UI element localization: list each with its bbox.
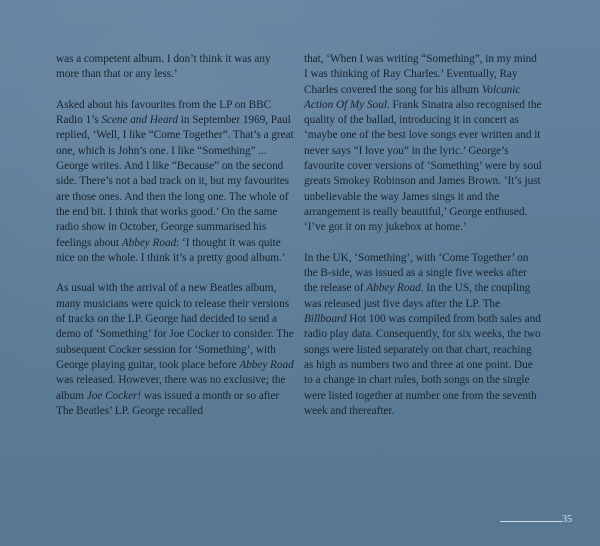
paragraph: As usual with the arrival of a new Beatles album, many musicians were quick to release their versions of tracks on the LP. George had decided to send a demo of ‘Something’ for Joe Cocker to consider. The subsequent Cocker session for ‘Something’, with George playing guitar, took place before Abbey Road was released. However, there was no exclusive; the album Joe Cocker! was issued a month or so after The Beatles’ LP. George recalled (56, 282, 294, 417)
italic-title: Abbey Road (239, 358, 294, 371)
footer-rule (500, 521, 562, 522)
italic-title: Joe Cocker! (86, 389, 142, 402)
paragraph: In the UK, ‘Something’, with ‘Come Together’ on the B-side, was issued as a single five weeks after the release of Abbey Road. In the US, the coupling was released just five days after the LP. The Billboard Hot 100 was compiled from both sales and radio play data. Consequently, for six weeks, the two songs were listed separately on that chart, reaching as high as numbers two and three at one point. Due to a change in chart rules, both songs on the single were listed together at number one from the seventh week and thereafter. (304, 251, 541, 417)
italic-title: Volcanic Action Of My Soul (304, 83, 521, 111)
italic-title: Abbey Road (121, 236, 177, 249)
italic-title: Scene and Heard (101, 114, 178, 127)
italic-title: Billboard (304, 313, 347, 326)
left-column (56, 52, 294, 434)
paragraph: was a competent album. I don’t think it was any more than that or any less.’ (56, 53, 271, 81)
page-number: 35 (562, 514, 572, 525)
paragraph: that, ‘When I was writing “Something”, in my mind I was thinking of Ray Charles.’ Eventually, Ray Charles covered the song for his album Volcanic Action Of My Soul. Frank Sinatra also recognised the quality of the ballad, introducing it in concert as ‘maybe one of the best love songs ever written and it never says “I love you” in the lyric.’ George’s favourite cover versions of ‘Something’ were by soul greats Smokey Robinson and James Brown. ‘It’s just unbelievable the way James sings it and the arrangement is really beautiful,’ George enthused. ‘I’ve got it on my jukebox at home.’ (304, 53, 542, 234)
italic-title: Abbey Road (366, 282, 421, 295)
paragraph: Asked about his favourites from the LP on BBC Radio 1’s Scene and Heard in September 1969, Paul replied, ‘Well, I like “Come Together”. That’s a great one, which is John’s one. I like “Something” ... George writes. And I like “Because” on the second side. There’s not a bad track on it, but my favourites are those ones. And then the long one. The whole of the end bit. I think that works good.’ On the same radio show in October, George summarised his feelings about Abbey Road: ‘I thought it was quite nice on the whole. I think it’s a pretty good album.’ (56, 98, 294, 264)
right-column (304, 52, 542, 434)
